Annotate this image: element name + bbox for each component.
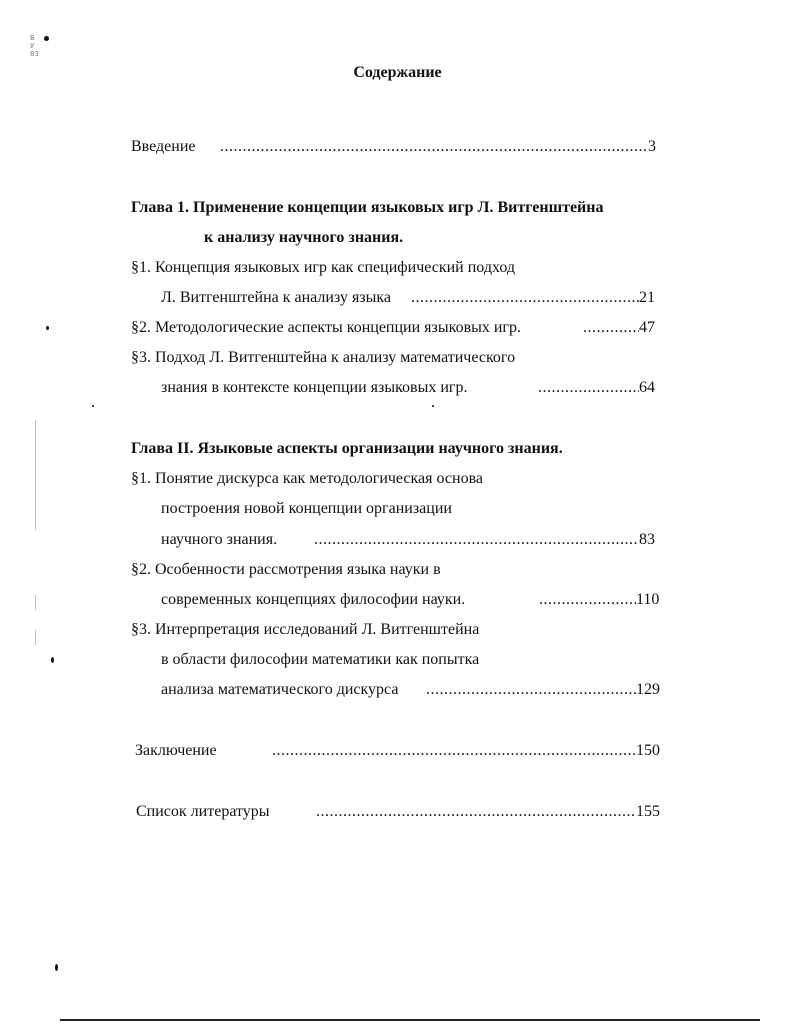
toc-entry-ch2-s1-cont2: научного знания. (161, 531, 278, 548)
dot-leader (426, 680, 636, 700)
scan-margin-line (35, 595, 36, 610)
toc-entry-bibliography: Список литературы (136, 803, 270, 820)
page-number: 83 (639, 531, 655, 548)
dot-leader (220, 137, 648, 157)
toc-entry-ch1-s1: §1. Концепция языковых игр как специфический подход (131, 259, 516, 276)
scan-bottom-edge (60, 1019, 760, 1021)
scan-speck (51, 657, 54, 663)
dot-leader (411, 288, 639, 308)
chapter-2-heading: Глава II. Языковые аспекты организации научного знания. (131, 440, 563, 457)
toc-entry-introduction: Введение (131, 138, 196, 155)
chapter-1-heading-cont: к анализу научного знания. (204, 229, 404, 246)
page-number: 3 (648, 138, 656, 155)
scan-speck (55, 964, 58, 971)
toc-entry-ch2-s2-cont: современных концепциях философии науки. (161, 591, 466, 608)
toc-entry-ch1-s2: §2. Методологические аспекты концепции языковых игр. (131, 319, 521, 336)
toc-entry-ch2-s1-cont: построения новой концепции организации (161, 500, 452, 517)
page-number: 129 (636, 681, 660, 698)
page-number: 64 (639, 379, 655, 396)
dot-leader (583, 318, 639, 338)
scan-margin-line (35, 630, 36, 645)
dot-leader (538, 378, 639, 398)
scan-speck (92, 405, 94, 407)
page-number: 21 (639, 289, 655, 306)
dot-leader (272, 741, 636, 761)
page-title: Содержание (353, 64, 442, 81)
margin-annotation: Б У 83 (30, 34, 39, 58)
dot-leader (314, 530, 639, 550)
dot-leader (316, 802, 636, 822)
page-number: 150 (636, 742, 660, 759)
toc-entry-ch2-s3-cont2: анализа математического дискурса (161, 681, 399, 698)
dot-leader (539, 590, 636, 610)
page-number: 110 (636, 591, 660, 608)
toc-entry-ch2-s3-cont: в области философии математики как попытка (161, 651, 480, 668)
scan-speck (46, 326, 49, 330)
toc-entry-conclusion: Заключение (135, 742, 217, 759)
toc-entry-ch1-s1-cont: Л. Витгенштейна к анализу языка (161, 289, 392, 306)
scan-speck (44, 36, 49, 41)
scan-speck (432, 405, 434, 407)
page-number: 155 (636, 803, 660, 820)
toc-entry-ch2-s2: §2. Особенности рассмотрения языка науки в (131, 561, 441, 578)
toc-entry-ch1-s3-cont: знания в контексте концепции языковых игр. (161, 379, 468, 396)
page-number: 47 (639, 319, 655, 336)
toc-entry-ch2-s1: §1. Понятие дискурса как методологическая основа (131, 470, 484, 487)
scan-margin-line (35, 420, 36, 530)
toc-entry-ch1-s3: §3. Подход Л. Витгенштейна к анализу математического (131, 349, 516, 366)
chapter-1-heading: Глава 1. Применение концепции языковых игр Л. Витгенштейна (131, 199, 604, 216)
toc-entry-ch2-s3: §3. Интерпретация исследований Л. Витгенштейна (131, 621, 480, 638)
